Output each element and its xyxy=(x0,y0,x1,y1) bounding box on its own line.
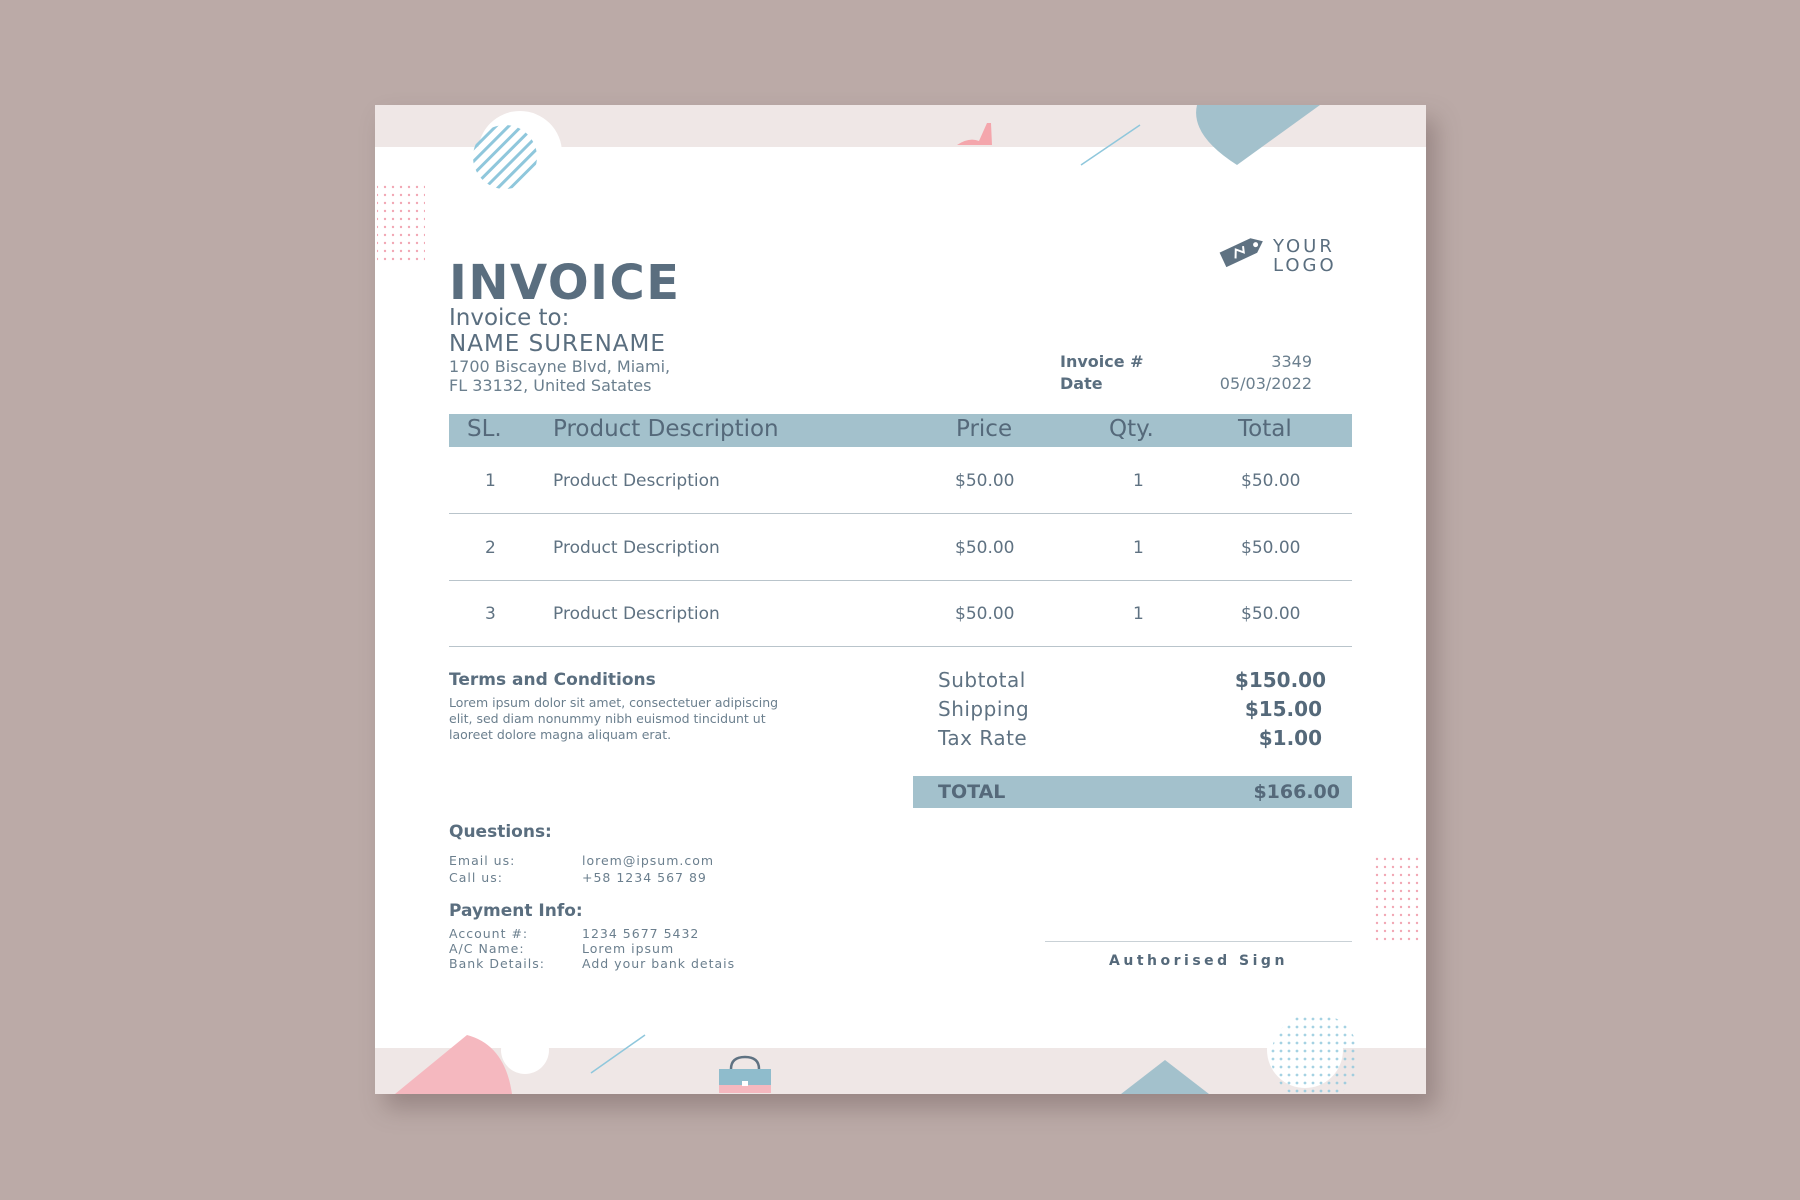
invoice-to-label: Invoice to: xyxy=(449,305,570,331)
call-value[interactable]: +58 1234 567 89 xyxy=(582,870,707,885)
total-value: $166.00 xyxy=(1253,781,1340,803)
logo-text xyxy=(1273,237,1337,275)
row-qty: 1 xyxy=(1133,471,1144,491)
row-sl: 3 xyxy=(485,604,496,624)
total-label: TOTAL xyxy=(938,781,1006,803)
dotted-circle-icon xyxy=(1267,1012,1359,1094)
table-row xyxy=(449,580,1352,647)
company-logo xyxy=(1215,231,1355,275)
subtotal-value: $150.00 xyxy=(1234,668,1326,692)
total-bar xyxy=(913,776,1352,808)
invoice-number-label: Invoice # xyxy=(1060,352,1144,371)
pink-shape-bottom xyxy=(395,1026,549,1094)
bank-details-label: Bank Details: xyxy=(449,956,545,971)
call-label: Call us: xyxy=(449,870,503,885)
row-price: $50.00 xyxy=(955,538,1015,558)
signature-label: Authorised Sign xyxy=(1109,953,1288,969)
diagonal-line xyxy=(1081,125,1140,165)
row-sl: 2 xyxy=(485,538,496,558)
handbag-icon xyxy=(719,1057,771,1093)
logo-line1: YOUR xyxy=(1273,236,1335,257)
header-qty: Qty. xyxy=(1109,416,1154,442)
blue-shape-top xyxy=(1196,105,1320,165)
ac-name-label: A/C Name: xyxy=(449,941,525,956)
payment-title: Payment Info: xyxy=(449,901,583,921)
subtotal-label: Subtotal xyxy=(938,668,1026,692)
header-description: Product Description xyxy=(553,416,779,442)
client-address-line1: 1700 Biscayne Blvd, Miami, xyxy=(449,357,671,376)
terms-text: Lorem ipsum dolor sit amet, consectetuer adipiscing elit, sed diam nonummy nibh euismod tincidunt ut laoreet dolore magna aliquam erat. xyxy=(449,695,779,742)
invoice-title: INVOICE xyxy=(449,255,681,311)
invoice-sheet xyxy=(375,105,1426,1094)
email-label: Email us: xyxy=(449,853,516,868)
account-label: Account #: xyxy=(449,926,529,941)
row-description: Product Description xyxy=(553,538,720,558)
dot-pattern-icon xyxy=(377,185,425,265)
client-address-line2: FL 33132, United Satates xyxy=(449,376,652,395)
email-value[interactable]: lorem@ipsum.com xyxy=(582,853,715,868)
invoice-number-value: 3349 xyxy=(1271,352,1312,371)
tag-icon xyxy=(1215,231,1269,271)
signature-line xyxy=(1045,941,1352,942)
table-row xyxy=(449,447,1352,514)
account-value: 1234 5677 5432 xyxy=(582,926,700,941)
row-description: Product Description xyxy=(553,471,720,491)
items-table-header xyxy=(449,414,1352,447)
row-total: $50.00 xyxy=(1241,538,1301,558)
high-heel-shoe-icon xyxy=(957,123,992,145)
terms-title: Terms and Conditions xyxy=(449,670,656,690)
logo-line2: LOGO xyxy=(1273,255,1337,276)
striped-circle-icon xyxy=(473,111,562,195)
invoice-date-value: 05/03/2022 xyxy=(1219,374,1312,393)
row-price: $50.00 xyxy=(955,471,1015,491)
row-sl: 1 xyxy=(485,471,496,491)
dot-pattern-icon-right xyxy=(1373,853,1421,941)
shipping-label: Shipping xyxy=(938,697,1030,721)
row-qty: 1 xyxy=(1133,604,1144,624)
tax-rate-value: $1.00 xyxy=(1258,726,1322,750)
diagonal-line-bottom xyxy=(591,1035,645,1073)
ac-name-value: Lorem ipsum xyxy=(582,941,675,956)
shipping-value: $15.00 xyxy=(1244,697,1322,721)
bank-details-value: Add your bank detais xyxy=(582,956,736,971)
table-row xyxy=(449,514,1352,581)
row-total: $50.00 xyxy=(1241,604,1301,624)
invoice-date-label: Date xyxy=(1060,374,1103,393)
questions-title: Questions: xyxy=(449,822,552,842)
blue-triangle-bottom xyxy=(1121,1060,1209,1094)
client-name: NAME SURENAME xyxy=(449,331,666,357)
row-total: $50.00 xyxy=(1241,471,1301,491)
tax-rate-label: Tax Rate xyxy=(938,726,1028,750)
header-sl: SL. xyxy=(467,416,502,442)
row-price: $50.00 xyxy=(955,604,1015,624)
header-total: Total xyxy=(1238,416,1292,442)
header-price: Price xyxy=(956,416,1013,442)
row-description: Product Description xyxy=(553,604,720,624)
row-qty: 1 xyxy=(1133,538,1144,558)
